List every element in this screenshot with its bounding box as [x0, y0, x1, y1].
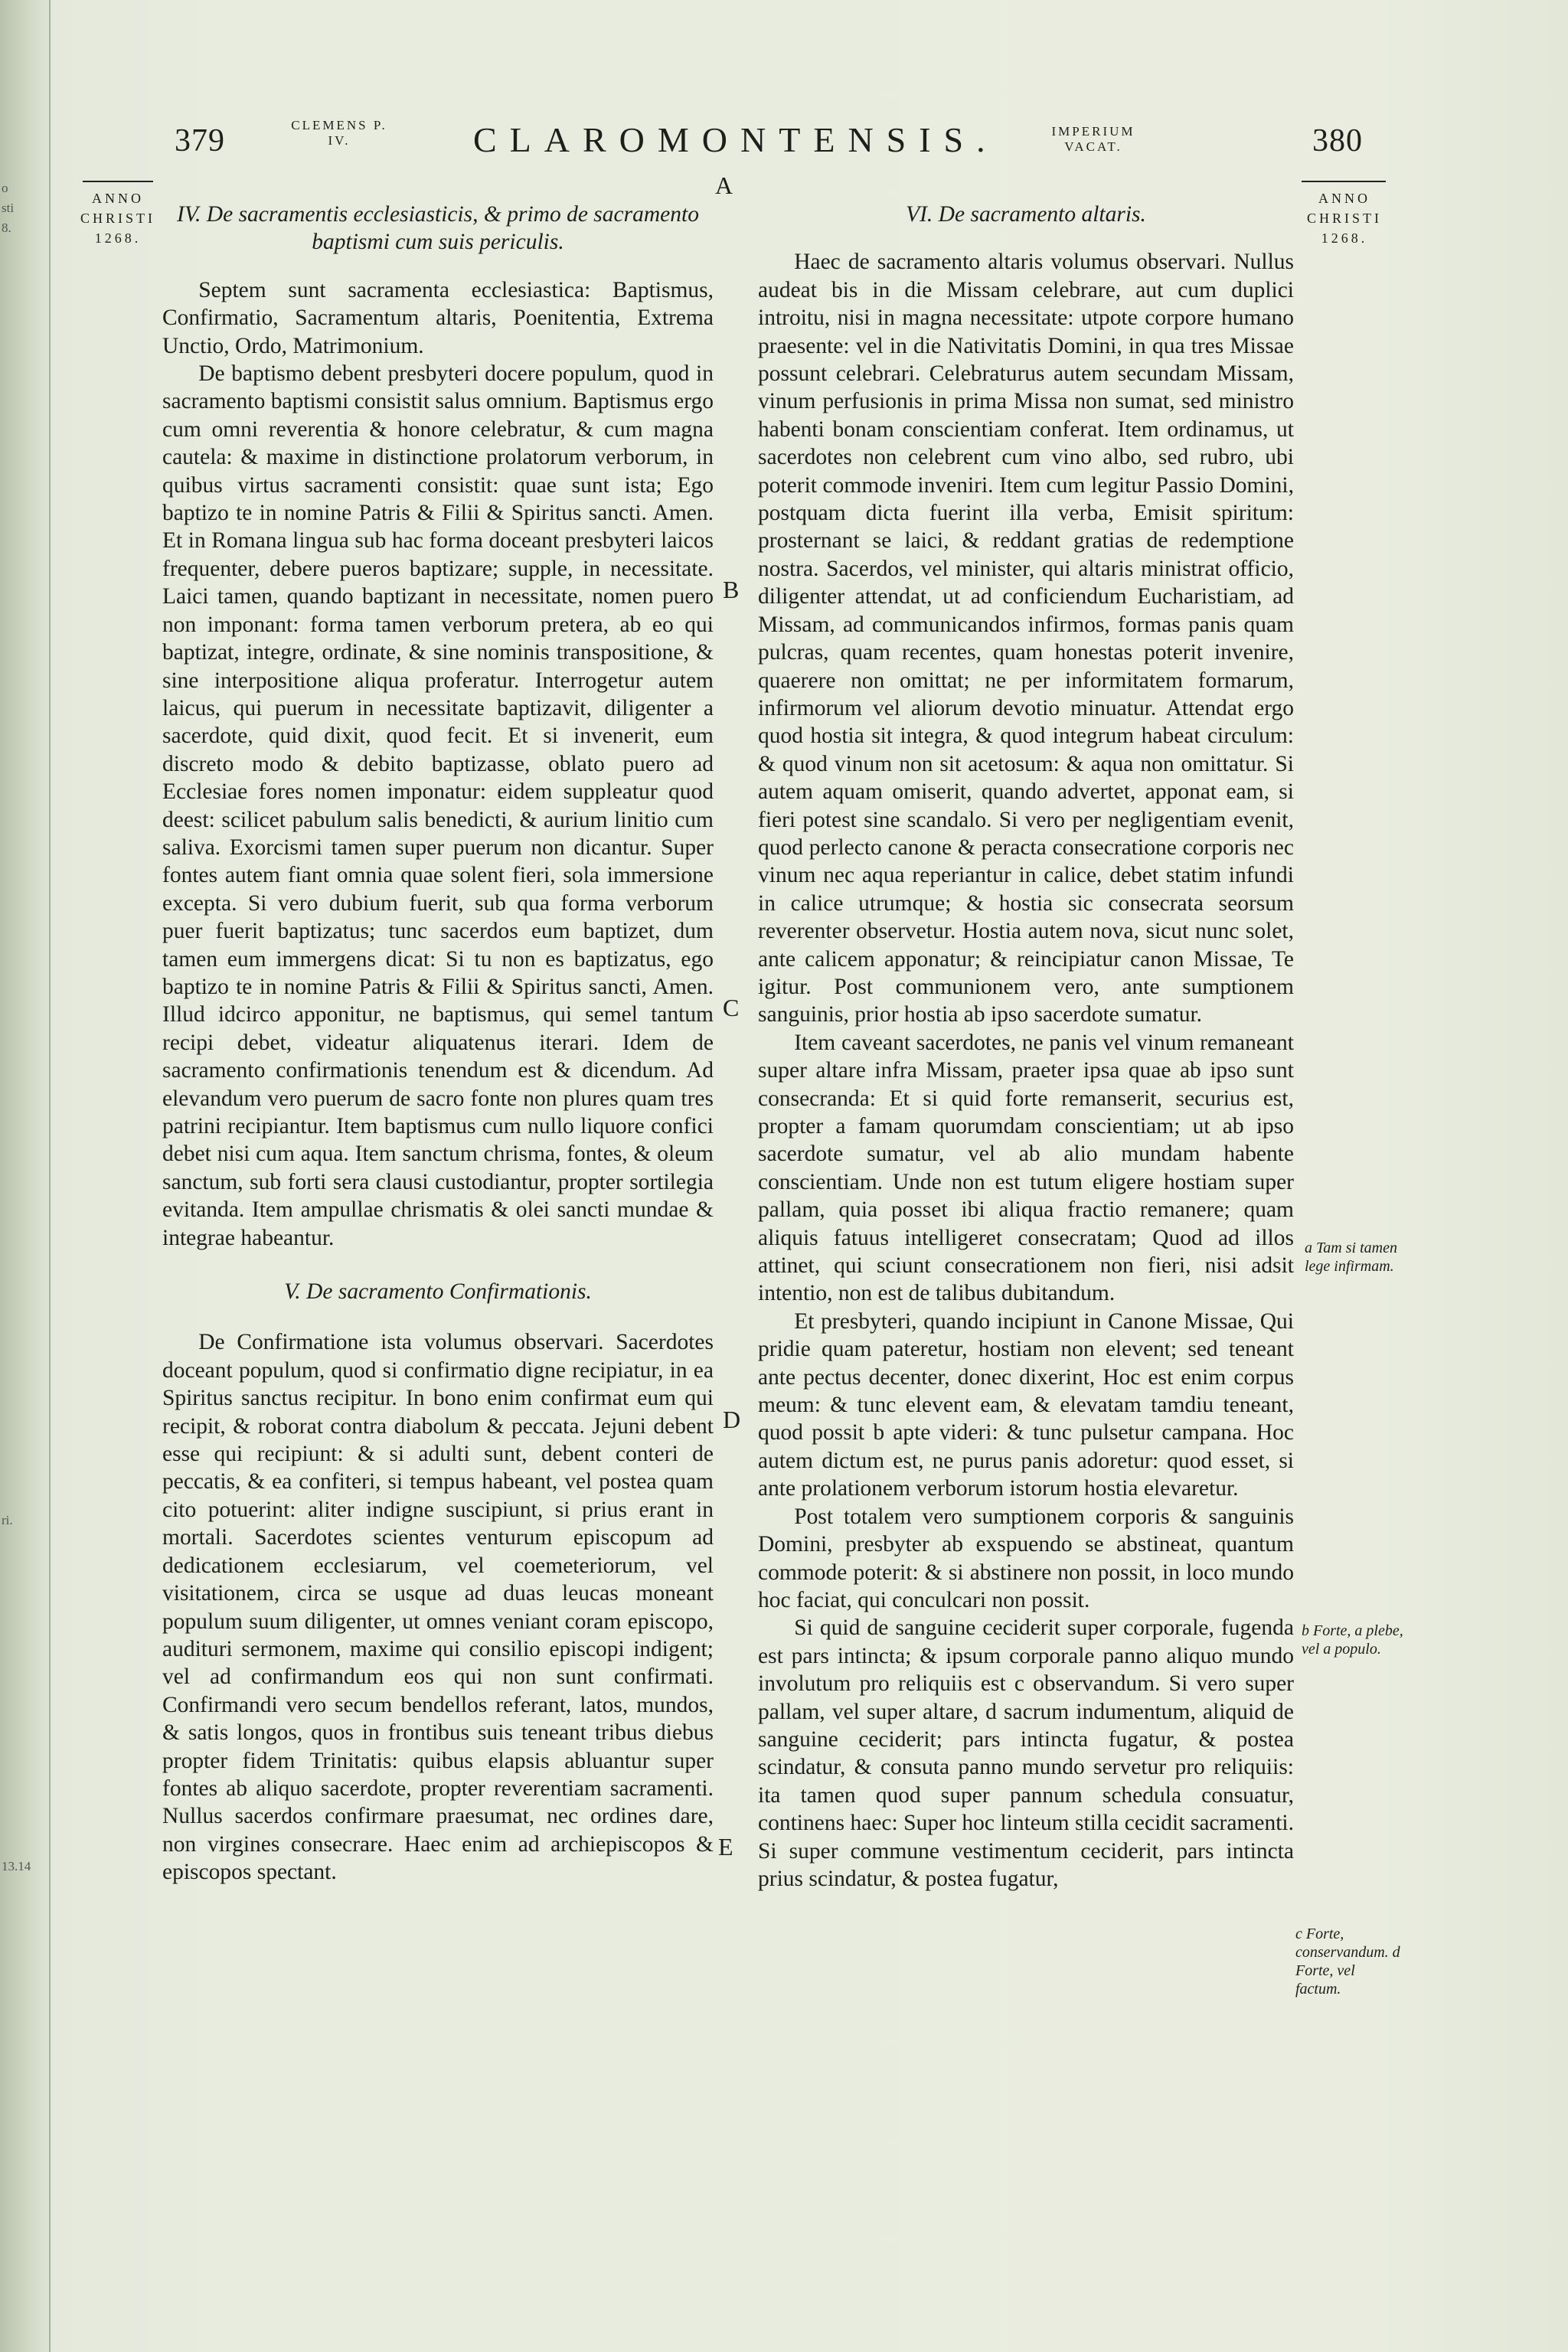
gutter-fragment: 8. [2, 220, 11, 235]
section-heading-iv: IV. De sacramentis ecclesiasticis, & primo de sacramento baptismi cum suis periculis. [177, 202, 699, 255]
gutter-fragment: o [2, 181, 8, 195]
anno-christi-right: ANNO CHRISTI 1268. [1306, 191, 1382, 246]
left-column [162, 201, 714, 1886]
right-column [758, 201, 1294, 1893]
right-running-head: IMPERIUM VACAT. [1051, 124, 1135, 154]
paragraph: Item caveant sacerdotes, ne panis vel vinum remaneant super altare infra Missam, praeter ipsa quae ab ipso sunt consecranda: Et si quid forte remanserit, securius est, propter a famam quorumdam conscientiam; ut ab ipso sacerdote sumatur, vel ab alio mundam habente conscientiam. Unde non est tutum eligere hostiam super pallam, quia posset ibi aliqua fractio remanere; quam aliquis fatuus intelligeret consecratam; Quod ad illos attinet, qui sciunt consecrationem non fieri, nisi adsit intentio, non est de talibus dubitandum. [758, 1030, 1294, 1306]
section-letter-e: E [718, 1833, 733, 1860]
margin-note-b: b Forte, a plebe, vel a populo. [1302, 1622, 1403, 1658]
section-heading-v: V. De sacramento Confirmationis. [284, 1279, 592, 1305]
page-header [0, 115, 1568, 168]
previous-page-gutter [0, 0, 51, 2352]
section-letter-b: B [723, 576, 740, 603]
margin-rule-left [83, 181, 153, 182]
margin-note-a: a Tam si tamen lege infirmam. [1305, 1240, 1397, 1275]
paragraph: De baptismo debent presbyteri docere populum, quod in sacramento baptismi consistit salus omnium. Baptismus ergo cum omni reverentia & honore celebratur, & cum magna cautela: & maxime in distinctione prolatorum verborum, in quibus virtus sacramenti consistit: quae sunt ista; Ego baptizo te in nomine Patris & Filii & Spiritus sancti. Amen. Et in Romana lingua sub hac forma doceant presbyteri laicos frequenter, debere pueros baptizare; supple, in necessitate. Laici tamen, quando baptizant in necessitate, nomen puero non imponant: forma tamen verborum pretera, ab eo qui baptizat, integre, ordinate, & sine nominis transpositione, & sine interpositione aliqua proferatur. Interrogetur autem laicus, qui puerum in necessitate baptizavit, diligenter a sacerdote, quid dixit, quod fecit. Et si invenerit, eum discreto modo & debito baptizasse, oblato puero ad Ecclesiae fores nomen imponatur: eidem suppleatur quod deest: scilicet pabulum salis benedicti, & aurium linitio cum saliva. Exorcismi tamen super puerum non dicantur. Super fontes autem fiant omnia quae solent fieri, sola immersione excepta. Si vero dubium fuerit, sub qua forma verborum puer fuerit baptizatus; tunc sacerdos eum baptizet, dum tamen eum immergens dicat: Si tu non es baptizatus, ego baptizo te in nomine Patris & Filii & Spiritus sancti, Amen. Illud idcirco apponitur, ne baptismus, qui semel tantum recipi debet, videatur aliquatenus iterari. Idem de sacramento confirmationis tenendum est & dicendum. Ad elevandum vero puerum de sacro fonte non plures quam tres patrini recipiantur. Item baptismus cum nullo liquore confici debet nisi cum aqua. Item sanctum chrisma, fontes, & oleum sanctum, sub forti sera clausi custodiantur, propter sortilegia evitanda. Item ampullae chrismatis & olei sancti mundae & integrae habeantur. [162, 361, 714, 1250]
paragraph: Septem sunt sacramenta ecclesiastica: Baptismus, Confirmatio, Sacramentum altaris, Poenitentia, Extrema Unctio, Ordo, Matrimonium. [162, 277, 714, 358]
gutter-fragment: ri. [2, 1513, 13, 1527]
gutter-fragment: 13.14 [2, 1859, 31, 1873]
gutter-fragment: sti [2, 201, 15, 215]
paragraph: Haec de sacramento altaris volumus observari. Nullus audeat bis in die Missam celebrare, aut cum duplici introitu, nisi in magna necessitate: utpote corpore humano praesente: vel in die Nativitatis Domini, in qua tres Missae possunt celebrari. Celebraturus autem secundam Missam, vinum perfusionis in prima Missa non sumat, sed ministro habenti bonam conscientiam conferat. Item ordinamus, ut sacerdotes non celebrent cum vino albo, sed rubro, ubi poterit commode inveniri. Item cum legitur Passio Domini, postquam dicta fuerint illa verba, Emisit spiritum: prosternant se laici, & reddant gratias de redemptione nostra. Sacerdos, vel minister, qui altaris ministrat officio, diligenter attendat, ut ad conficiendum Eucharistiam, ad Missam, ad communicandos infirmos, formas panis quam pulcras, quam recentes, quam honestas poterit invenire, quaerere non omittat; ne per informitatem formarum, infirmorum vel aliorum devotio minuatur. Attendat ergo quod hostia sit integra, & quod integrum habeat circulum: & quod vinum non sit acetosum: & aqua non omittatur. Si autem aquam omiserit, quando advertet, apponat eam, si fieri potest sine scandalo. Si vero per negligentiam evenit, quod perlecto canone & peracta consecratione corporis nec vinum nec aqua reperiantur in calice, debet statim infundi in calice utrumque; & hostia sic consecrata seorsum reverenter observetur. Hostia autem nova, sicut nunc solet, ante calicem apponatur; & reincipiatur canon Missae, Te igitur. Post communionem vero, ante sumptionem sanguinis, prior hostia ab ipso sacerdote sumatur. [758, 250, 1294, 1027]
right-page-number: 380 [1312, 123, 1363, 158]
section-letter-c: C [723, 994, 740, 1021]
section-letter-a: A [715, 172, 733, 199]
left-running-head: CLEMENS P. IV. [291, 118, 387, 148]
margin-note-cd: c Forte, conservandum. d Forte, vel factum. [1295, 1926, 1400, 1998]
paragraph: Si quid de sanguine ceciderit super corporale, fugenda est pars intincta; & ipsum corporale panno aliquo mundo involutum pro reliquiis est c observandum. Si vero super pallam, vel super altare, d sacrum indumentum, aliquid de sanguine ceciderit; pars intincta fugatur, & postea scindatur, & consuta panno mundo servetur pro reliquiis: ita tamen quod super pannum schedula consuatur, continens haec: Super hoc linteum stilla cecidit sacramenti. Si super commune vestimentum ceciderit, pars intincta prius scindatur, & postea fugatur, [758, 1615, 1294, 1891]
left-page-number: 379 [175, 123, 225, 158]
paragraph: Post totalem vero sumptionem corporis & sanguinis Domini, presbyter ab exspuendo se abstineat, quantum commode poterit: & si abstinere non possit, in loco mundo hoc faciat, qui conculcari non possit. [758, 1504, 1294, 1612]
section-letter-d: D [723, 1406, 741, 1433]
margin-rule-right [1302, 181, 1386, 182]
section-heading-vi: VI. De sacramento altaris. [906, 202, 1146, 227]
anno-christi-left: ANNO CHRISTI 1268. [80, 191, 155, 246]
paragraph: Et presbyteri, quando incipiunt in Canone Missae, Qui pridie quam pateretur, hostiam non elevent; sed teneant ante pectus decenter, donec dixerint, Hoc est enim corpus meum: & tunc elevent eam, & elevatam tamdiu teneant, quod possit b apte videri: & tunc pulsetur campana. Hoc autem dictum est, ne purus panis adoretur: quod esset, si ante prolationem verborum istorum hostia elevaretur. [758, 1308, 1294, 1501]
paragraph: De Confirmatione ista volumus observari. Sacerdotes doceant populum, quod si confirmatio digne recipiatur, in ea Spiritus sanctus recipitur. In bono enim confirmat eum qui recipit, & roborat contra diabolum & peccata. Jejuni debent esse qui recipiunt: & si adulti sunt, debent conteri de peccatis, & ea confiteri, si tempus habeant, vel postea quam cito potuerint: aliter indigne suscipiunt, si prius erant in mortali. Sacerdotes scientes venturum episcopum ad dedicationem ecclesiarum, vel coemeteriorum, vel visitationem, circa se usque ad duas leucas moneant populum suum diligenter, ut omnes veniant coram episcopo, audituri sermonem, maxime qui consilio episcopi indigent; vel ad confirmandum eos qui non sunt confirmati. Confirmandi vero secum bendellos referant, latos, mundos, & satis longos, quos in frontibus suis teneant tribus diebus propter fidem Trinitatis: quibus elapsis abluantur super fontes ab aliquo sacerdote, propter reverentiam sacramenti. Nullus sacerdos confirmare praesumat, nec ordines dare, non virgines consecrare. Haec enim ad archiepiscopos & episcopos spectant. [162, 1330, 714, 1885]
page-title: CLAROMONTENSIS. [473, 120, 998, 159]
